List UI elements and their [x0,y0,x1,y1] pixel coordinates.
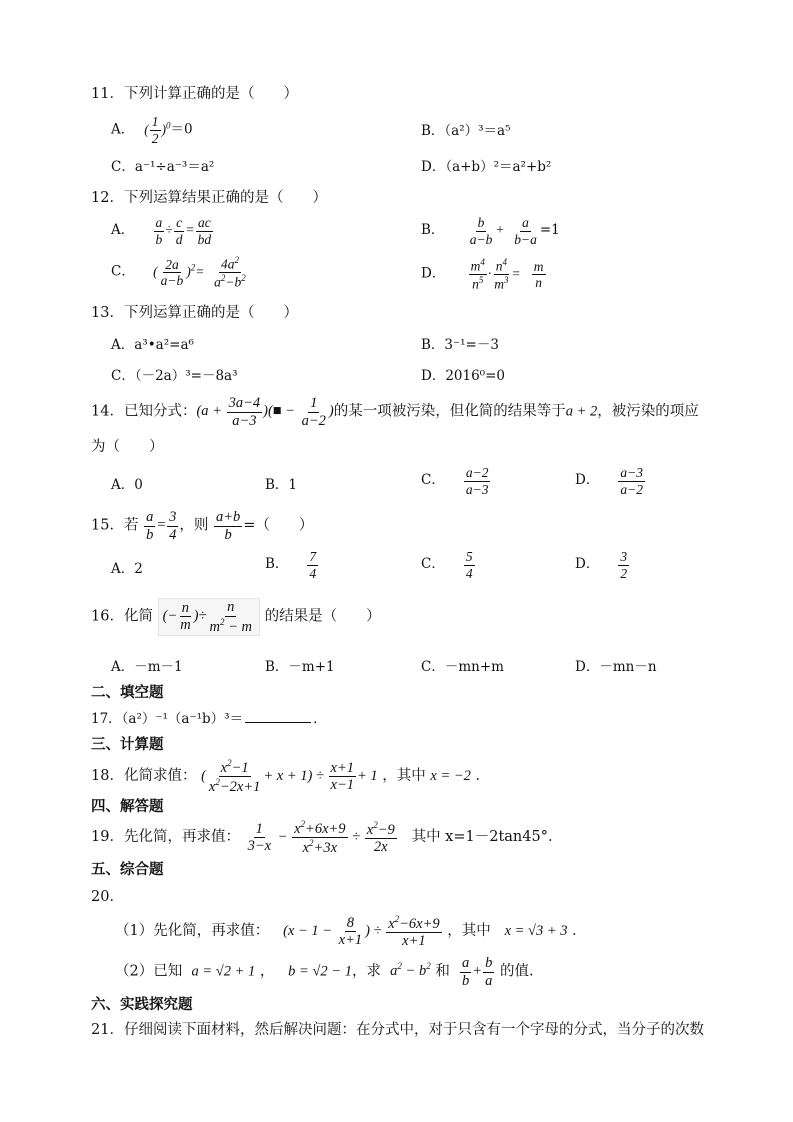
q14-option-c: C． $\frac{a-2}{a-3}$ [421,465,489,497]
q20-part1: （1）先化简，再求值： (x − 1 − $\frac{8}{x+1}$ ) ÷ $\frac{x^2-6x+9}{x+1}$ ，其中 x = √3 + 3 ． [115,914,587,950]
q12-option-a: A． $\frac{a}{b}$ ÷ $\frac{c}{d}$ = $\frac{ac}{bd}$ [111,215,212,247]
q14-option-b: B．1 [265,477,298,493]
q12-option-c: C． ( $\frac{2a}{a-b}$ )$^2$= $\frac{4a^2}{a^2-b^2}$ [111,255,246,290]
section-heading-comprehensive: 五、综合题 [91,861,164,878]
q17-stem: 17．（a²）⁻¹（a⁻¹b）³＝ ． [91,711,327,727]
q16-expression-image: (− $\frac{n}{m}$ )÷ $\frac{n}{m^2 - m}$ [158,598,260,636]
q13-option-b: B．3⁻¹=－3 [421,337,499,353]
q15-option-c: C． $\frac{5}{4}$ [421,549,473,581]
section-heading-calculation: 三、计算题 [91,736,164,753]
q16-option-c: C．－mn+m [421,659,504,675]
q18-stem: 18．化简求值： ( $\frac{x^2-1}{x^2-2x+1}$ + x + 1) ÷ $\frac{x+1}{x-1}$ + 1 ，其中 x = −2 ． [91,758,491,796]
q13-option-c: C．（－2a）³=－8a³ [111,368,238,384]
q11-option-d: D．（a+b）²＝a²+b² [421,159,552,175]
q14-stem-line2: 为（ ） [91,439,164,455]
q16-option-b: B．－m+1 [265,659,335,675]
q11-option-c: C．a⁻¹÷a⁻³＝a² [111,159,215,175]
q12-stem: 12．下列运算结果正确的是（ ） [91,190,327,206]
q16-stem: 16．化简 (− $\frac{n}{m}$ )÷ $\frac{n}{m^2 - m}$ 的结果是（ ） [91,599,381,635]
q20-number: 20． [91,889,124,905]
q15-option-d: D． $\frac{3}{2}$ [575,549,628,581]
section-heading-answer: 四、解答题 [91,798,164,815]
q11-stem: 11．下列计算正确的是（ ） [91,86,298,102]
q16-option-a: A．－m－1 [111,659,183,675]
q13-option-d: D．2016⁰=0 [421,368,505,384]
answer-blank [245,710,311,723]
q16-option-d: D．－mn－n [575,659,657,675]
q15-stem: 15．若 $\frac{a}{b}$ = $\frac{3}{4}$ ，则 $\frac{a+b}{b}$ =（ ） [91,509,314,543]
section-heading-fill-blank: 二、填空题 [91,684,164,701]
q11-option-a: A． ( $\frac{1}{2}$ )$^0$＝0 [111,114,193,146]
q12-option-d: D． $\frac{m^4}{n^5}$ · $\frac{n^4}{m^3}$ = $\frac{m}{n}$ [421,257,544,292]
q14-stem: 14．已知分式：(a + $\frac{3a-4}{a-3}$ )(■ − $\frac{1}{a-2}$ )的某一项被污染，但化简的结果等于a + 2，被污染的项应 [91,395,699,429]
option-label: A． [111,121,135,138]
q12-option-b: B． $\frac{b}{a-b}$ + $\frac{a}{b-a}$ =1 [421,215,560,247]
q11-option-b: B．（a²）³＝a⁵ [421,123,511,139]
q21-stem: 21．仔细阅读下面材料，然后解决问题：在分式中，对于只含有一个字母的分式，当分子的次数 [91,1022,704,1038]
q20-part2: （2）已知 a = √2 + 1 ， b = √2 − 1，求 $a^2 - b^2$ 和 $\frac{a}{b}$ + $\frac{b}{a}$ 的值. [115,955,534,989]
section-heading-practice: 六、实践探究题 [91,996,193,1013]
q13-stem: 13．下列运算正确的是（ ） [91,305,298,321]
q19-stem: 19．先化简，再求值： $\frac{1}{3-x}$ − $\frac{x^2+6x+9}{x^2+3x}$ ÷ $\frac{x^2-9}{2x}$ 其中 x=1－2tan45°． [91,819,563,857]
q15-option-a: A．2 [111,561,143,577]
q14-option-a: A．0 [111,477,143,493]
q15-option-b: B． $\frac{7}{4}$ [265,549,317,581]
q14-option-d: D． $\frac{a-3}{a-2}$ [575,465,643,497]
q13-option-a: A．a³•a²=a⁶ [111,337,194,353]
